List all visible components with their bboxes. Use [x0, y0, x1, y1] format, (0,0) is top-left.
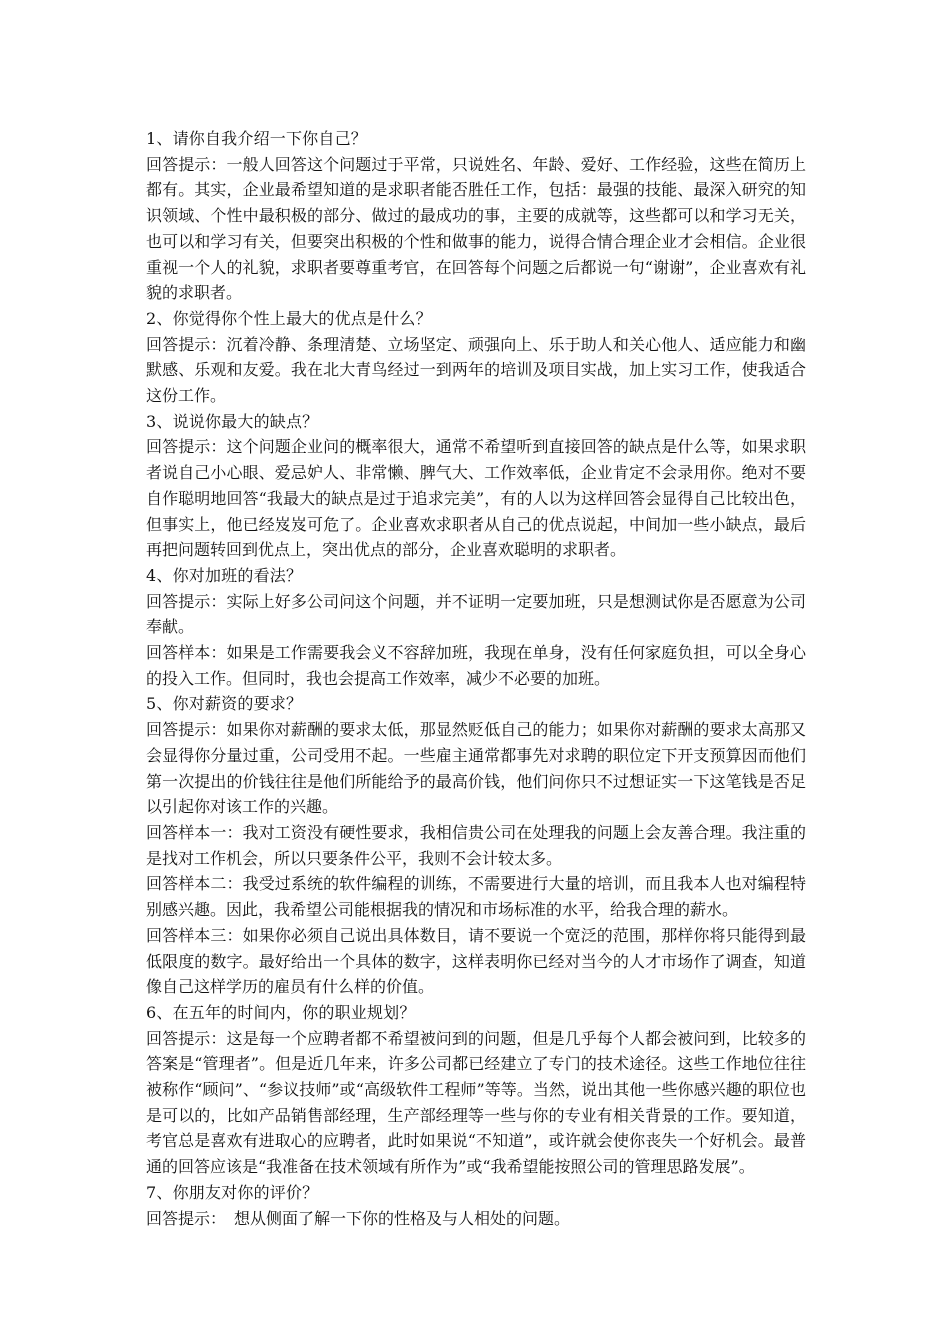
answer-hint-3: 回答提示：这个问题企业问的概率很大，通常不希望听到直接回答的缺点是什么等，如果求职者说自己小心眼、爱忌妒人、非常懒、脾气大、工作效率低，企业肯定不会录用你。绝对不要自作聪明地回答“我最大的缺点是过于追求完美”，有的人以为这样回答会显得自己比较出色，但事实上，他已经岌岌可危了。企业喜欢求职者从自己的优点说起，中间加一些小缺点，最后再把问题转回到优点上，突出优点的部分，企业喜欢聪明的求职者。: [146, 437, 806, 560]
question-2: 2、你觉得你个性上最大的优点是什么？: [146, 308, 432, 328]
answer-sample-5-1: 回答样本一：我对工资没有硬性要求，我相信贵公司在处理我的问题上会友善合理。我注重的是找对工作机会，所以只要条件公平，我则不会计较太多。: [146, 822, 806, 868]
question-4: 4、你对加班的看法？: [146, 565, 303, 585]
question-6: 6、在五年的时间内，你的职业规划？: [146, 1002, 416, 1022]
answer-sample-5-3: 回答样本三：如果你必须自己说出具体数目，请不要说一个宽泛的范围，那样你将只能得到最低限度的数字。最好给出一个具体的数字，这样表明你已经对当今的人才市场作了调查，知道像自己这样学历的雇员有什么样的价值。: [146, 925, 806, 997]
answer-hint-1: 回答提示：一般人回答这个问题过于平常，只说姓名、年龄、爱好、工作经验，这些在简历上都有。其实，企业最希望知道的是求职者能否胜任工作，包括：最强的技能、最深入研究的知识领域、个性中最积极的部分、做过的最成功的事，主要的成就等，这些都可以和学习无关，也可以和学习有关，但要突出积极的个性和做事的能力，说得合情合理企业才会相信。企业很重视一个人的礼貌，求职者要尊重考官，在回答每个问题之后都说一句“谢谢”，企业喜欢有礼貌的求职者。: [146, 154, 806, 303]
answer-sample-5-2: 回答样本二：我受过系统的软件编程的训练，不需要进行大量的培训，而且我本人也对编程特别感兴趣。因此，我希望公司能根据我的情况和市场标准的水平，给我合理的薪水。: [146, 874, 806, 920]
answer-hint-7: 回答提示： 想从侧面了解一下你的性格及与人相处的问题。: [146, 1208, 571, 1228]
question-5: 5、你对薪资的要求？: [146, 694, 303, 714]
question-7: 7、你朋友对你的评价？: [146, 1182, 319, 1202]
answer-hint-6: 回答提示：这是每一个应聘者都不希望被问到的问题，但是几乎每个人都会被问到，比较多的答案是“管理者”。但是近几年来，许多公司都已经建立了专门的技术途径。这些工作地位往往被称作“顾问”、“参议技师”或“高级软件工程师”等等。当然，说出其他一些你感兴趣的职位也是可以的，比如产品销售部经理，生产部经理等一些与你的专业有相关背景的工作。要知道，考官总是喜欢有进取心的应聘者，此时如果说“不知道”，或许就会使你丧失一个好机会。最普通的回答应该是“我准备在技术领域有所作为”或“我希望能按照公司的管理思路发展”。: [146, 1028, 806, 1177]
answer-hint-4: 回答提示：实际上好多公司问这个问题，并不证明一定要加班，只是想测试你是否愿意为公司奉献。: [146, 591, 806, 637]
question-3: 3、说说你最大的缺点？: [146, 411, 319, 431]
answer-sample-4: 回答样本：如果是工作需要我会义不容辞加班，我现在单身，没有任何家庭负担，可以全身心的投入工作。但同时，我也会提高工作效率，减少不必要的加班。: [146, 643, 806, 688]
document-body: [146, 126, 806, 1231]
answer-hint-2: 回答提示：沉着冷静、条理清楚、立场坚定、顽强向上、乐于助人和关心他人、适应能力和幽默感、乐观和友爱。我在北大青鸟经过一到两年的培训及项目实战，加上实习工作，使我适合这份工作。: [146, 334, 806, 406]
answer-hint-5: 回答提示：如果你对薪酬的要求太低，那显然贬低自己的能力；如果你对薪酬的要求太高那又会显得你分量过重，公司受用不起。一些雇主通常都事先对求聘的职位定下开支预算因而他们第一次提出的价钱往往是他们所能给予的最高价钱，他们问你只不过想证实一下这笔钱是否足以引起你对该工作的兴趣。: [146, 720, 806, 817]
question-1: 1、请你自我介绍一下你自己？: [146, 129, 367, 148]
